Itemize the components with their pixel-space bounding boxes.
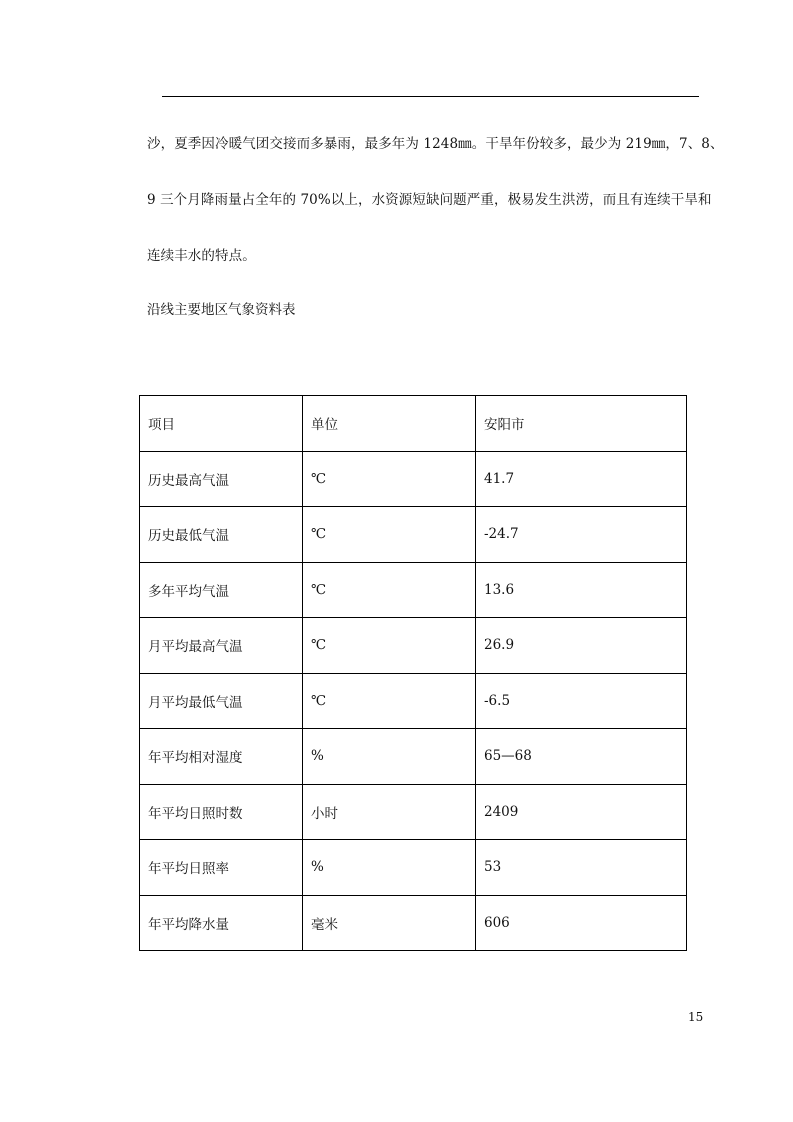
row-unit-cell: ℃ xyxy=(303,673,476,729)
row-unit-cell: % xyxy=(303,729,476,785)
row-unit-cell: ℃ xyxy=(303,618,476,674)
row-value-cell: 13.6 xyxy=(476,562,687,618)
row-item-cell: 月平均最低气温 xyxy=(140,673,303,729)
table-row xyxy=(140,784,687,840)
table-row xyxy=(140,673,687,729)
table-row xyxy=(140,507,687,563)
row-item-cell: 年平均相对湿度 xyxy=(140,729,303,785)
paragraph-line-3: 连续丰水的特点。 xyxy=(147,248,256,264)
row-unit-cell: 毫米 xyxy=(303,895,476,951)
row-unit-cell: ℃ xyxy=(303,451,476,507)
table-row xyxy=(140,618,687,674)
row-value-cell: 65—68 xyxy=(476,729,687,785)
table-header-row xyxy=(140,396,687,452)
row-item-cell: 历史最低气温 xyxy=(140,507,303,563)
row-item-cell: 年平均日照时数 xyxy=(140,784,303,840)
row-item-cell: 年平均降水量 xyxy=(140,895,303,951)
table-row xyxy=(140,562,687,618)
row-unit-cell: ℃ xyxy=(303,507,476,563)
row-value-cell: -6.5 xyxy=(476,673,687,729)
climate-data-table xyxy=(139,395,687,951)
row-item-cell: 月平均最高气温 xyxy=(140,618,303,674)
paragraph-line-1: 沙，夏季因冷暖气团交接而多暴雨，最多年为 1248㎜。干旱年份较多，最少为 219㎜，7、8、 xyxy=(147,136,724,152)
header-cell-unit: 单位 xyxy=(303,396,476,452)
row-value-cell: -24.7 xyxy=(476,507,687,563)
header-cell-city: 安阳市 xyxy=(476,396,687,452)
row-value-cell: 26.9 xyxy=(476,618,687,674)
row-item-cell: 年平均日照率 xyxy=(140,840,303,896)
row-unit-cell: % xyxy=(303,840,476,896)
row-item-cell: 多年平均气温 xyxy=(140,562,303,618)
table-caption: 沿线主要地区气象资料表 xyxy=(147,302,296,318)
row-unit-cell: 小时 xyxy=(303,784,476,840)
page-number: 15 xyxy=(688,1010,704,1024)
row-item-cell: 历史最高气温 xyxy=(140,451,303,507)
header-rule xyxy=(162,96,699,97)
table-row xyxy=(140,729,687,785)
row-value-cell: 41.7 xyxy=(476,451,687,507)
table-row xyxy=(140,895,687,951)
paragraph-line-2: 9 三个月降雨量占全年的 70%以上，水资源短缺问题严重，极易发生洪涝，而且有连续干旱和 xyxy=(147,192,712,208)
header-cell-item: 项目 xyxy=(140,396,303,452)
row-value-cell: 606 xyxy=(476,895,687,951)
row-value-cell: 53 xyxy=(476,840,687,896)
row-unit-cell: ℃ xyxy=(303,562,476,618)
table-row xyxy=(140,840,687,896)
table-row xyxy=(140,451,687,507)
row-value-cell: 2409 xyxy=(476,784,687,840)
